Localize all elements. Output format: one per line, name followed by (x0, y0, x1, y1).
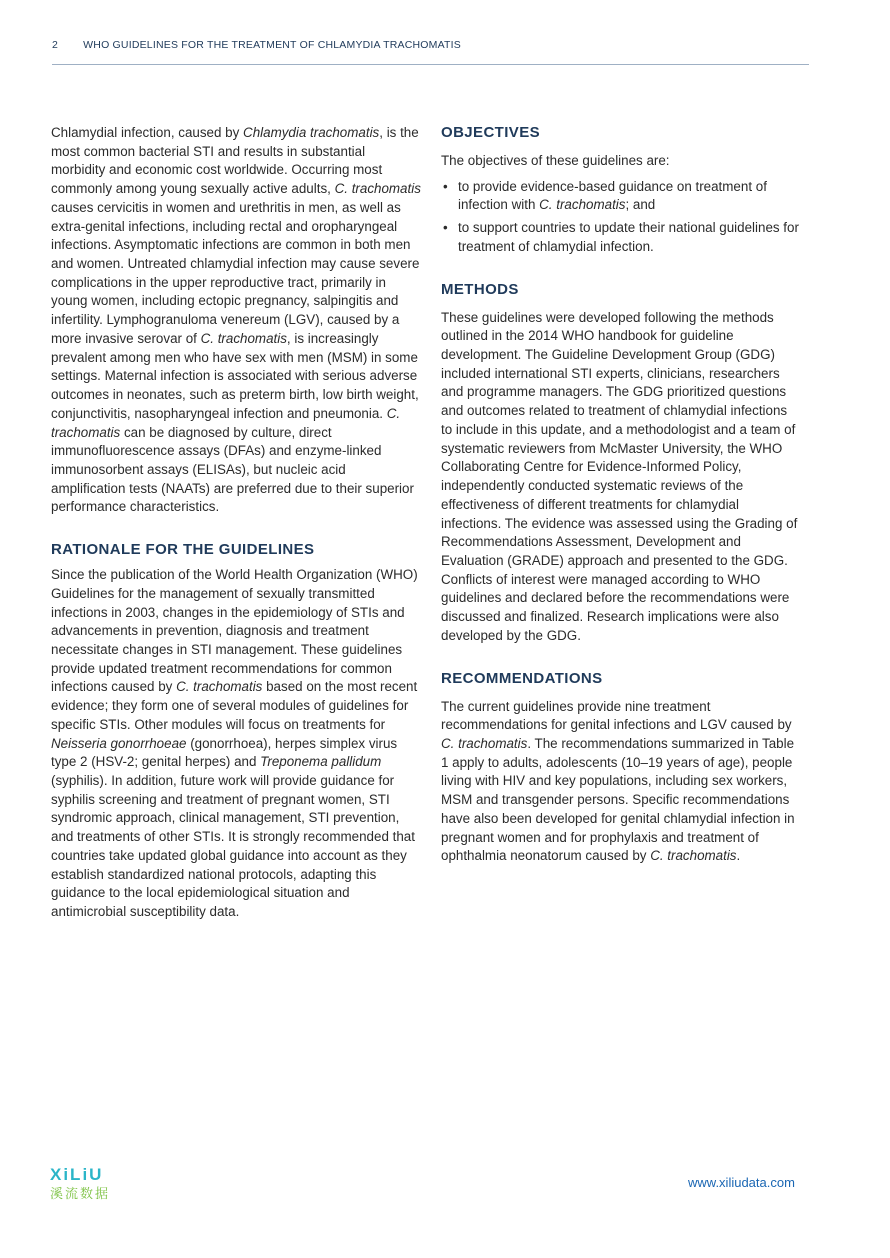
running-header (52, 39, 809, 65)
rationale-paragraph: Since the publication of the World Health Organization (WHO) Guidelines for the management of sexually transmitted infections in 2003, changes in the epidemiology of STIs and advancements in prevention, diagnosis and treatment necessitate changes in STI management. These guidelines provide updated treatment recommendations for common infections caused by C. trachomatis based on the most recent evidence; they form one of several modules of guidelines for specific STIs. Other modules will focus on treatments for Neisseria gonorrhoeae (gonorrhoea), herpes simplex virus type 2 (HSV-2; genital herpes) and Treponema pallidum (syphilis). In addition, future work will provide guidance for syphilis screening and treatment of pregnant women, STI syndromic approach, clinical management, STI prevention, and treatments of other STIs. It is strongly recommended that countries take updated global guidance into account as they establish standardized national protocols, adapting this guidance to the local epidemiological situation and antimicrobial susceptibility data. (51, 567, 418, 920)
objectives-intro: The objectives of these guidelines are: (441, 153, 670, 168)
right-column (441, 124, 801, 866)
rationale-heading: RATIONALE FOR THE GUIDELINES (51, 541, 315, 559)
methods-paragraph: These guidelines were developed following the methods outlined in the 2014 WHO handbook for guideline development. The Guideline Development Group (GDG) included international STI experts, clinicians, researchers and programme managers. The GDG prioritized questions and outcomes related to treatment of chlamydial infections to include in this update, and a methodologist and a team of systematic reviewers from McMaster University, the WHO Collaborating Centre for Evidence-Informed Policy, independently conducted systematic reviews of the effectiveness of different treatments for chlamydial infections. The evidence was assessed using the Grading of Recommendations Assessment, Development and Evaluation (GRADE) approach and presented to the GDG. Conflicts of interest were managed according to WHO guidelines and declared before the recommendations were discussed and finalized. Research implications were also developed by the GDG. (441, 309, 798, 643)
objectives-heading: OBJECTIVES (441, 124, 541, 141)
left-column (51, 124, 421, 922)
running-title: WHO GUIDELINES FOR THE TREATMENT OF CHLAMYDIA TRACHOMATIS (83, 39, 461, 51)
footer-url-link[interactable]: www.xiliudata.com (688, 1175, 795, 1190)
italic-term: Neisseria gonorrhoeae (51, 735, 187, 751)
bullet-icon: • (443, 178, 448, 194)
xiliu-logo-icon (48, 1163, 138, 1203)
italic-term: C. trachomatis (539, 197, 626, 213)
logo-text: XiLiU (50, 1165, 104, 1184)
objectives-list (441, 178, 801, 257)
italic-term: Chlamydia trachomatis (243, 125, 380, 140)
xiliu-logo (48, 1163, 138, 1203)
italic-term: C. trachomatis (176, 679, 263, 695)
objective-text: to support countries to update their national guidelines for treatment of chlamydial infection. (458, 220, 799, 254)
italic-term: C. trachomatis (51, 405, 401, 440)
page-number: 2 (52, 39, 59, 51)
objective-item (441, 219, 801, 256)
italic-term: C. trachomatis (441, 735, 528, 751)
methods-heading: METHODS (441, 280, 519, 298)
objective-text: to provide evidence-based guidance on treatment of infection with C. trachomatis; and (458, 178, 767, 213)
logo-cn-text: 溪流数据 (50, 1187, 111, 1202)
recommendations-paragraph: The current guidelines provide nine treatment recommendations for genital infections and LGV caused by C. trachomatis. The recommendations summarized in Table 1 apply to adults, adolescents (10–19 years of age), people living with HIV and key populations, including sex workers, MSM and transgender persons. Specific recommendations have also been developed for genital chlamydial infection in pregnant women and for prophylaxis and treatment of ophthalmia neonatorum caused by C. trachomatis. (441, 698, 795, 864)
objective-item (441, 178, 801, 215)
italic-term: C. trachomatis (200, 330, 287, 346)
recommendations-heading: RECOMMENDATIONS (441, 669, 603, 687)
bullet-icon: • (443, 220, 448, 236)
italic-term: C. trachomatis (650, 848, 737, 864)
italic-term: C. trachomatis (334, 181, 421, 197)
intro-paragraph: Chlamydial infection, caused by Chlamydia trachomatis, is the most common bacterial STI and results in substantial morbidity and economic cost worldwide. Occurring most commonly among young sexually active adults, C. trachomatis causes cervicitis in women and urethritis in men, as well as extra-genital infections, including rectal and oropharyngeal infections. Asymptomatic infections are common in both men and women. Untreated chlamydial infection may cause severe complications in the upper reproductive tract, primarily in young women, including ectopic pregnancy, salpingitis and infertility. Lymphogranuloma venereum (LGV), caused by a more invasive serovar of C. trachomatis, is increasingly prevalent among men who have sex with men (MSM) in some settings. Maternal infection is associated with serious adverse outcomes in neonates, such as preterm birth, low birth weight, conjunctivitis, nasopharyngeal infection and pneumonia. C. trachomatis can be diagnosed by culture, direct immunofluorescence assays (DFAs) and enzyme-linked immunosorbent assays (ELISAs), but nucleic acid amplification tests (NAATs) are preferred due to their superior performance characteristics. (51, 125, 421, 515)
italic-term: Treponema pallidum (260, 754, 382, 770)
